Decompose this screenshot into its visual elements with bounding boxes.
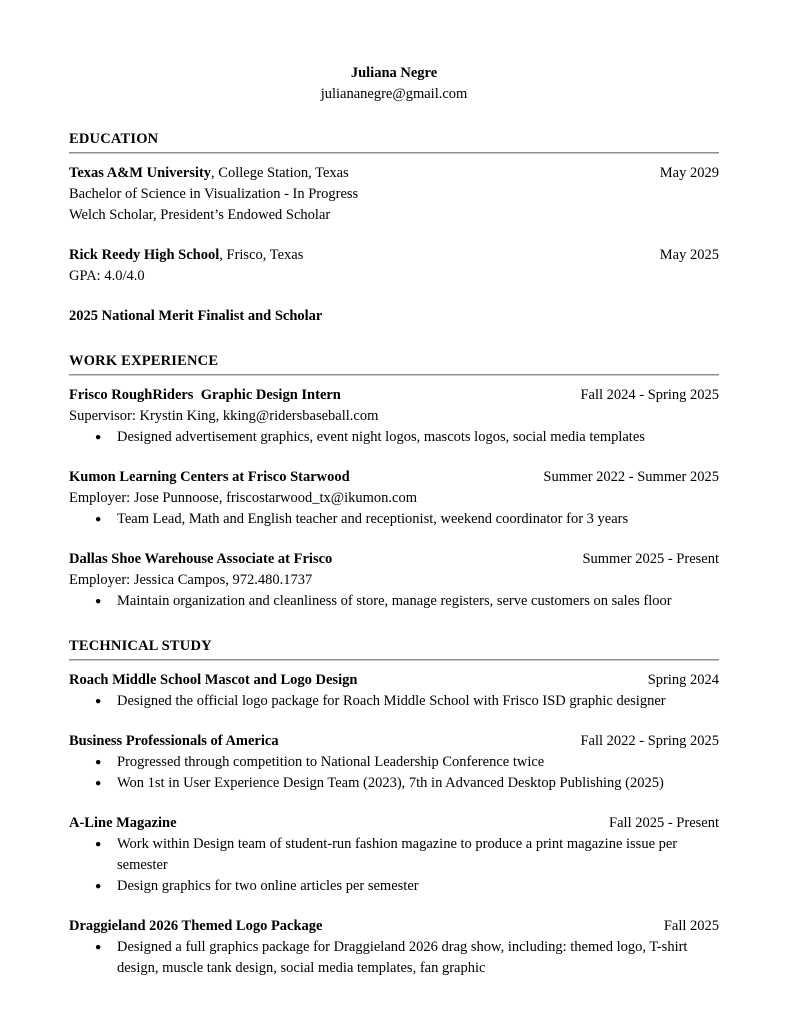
entry-date: May 2025	[659, 247, 719, 263]
work-entry	[69, 467, 719, 530]
section-heading-education: EDUCATION	[69, 131, 159, 147]
technical-entry	[69, 916, 719, 979]
bullet-list	[69, 509, 719, 530]
section-heading-technical: TECHNICAL STUDY	[69, 638, 212, 654]
section-divider	[69, 374, 719, 376]
bullet-item: ● Won 1st in User Experience Design Team (2023), 7th in Advanced Desktop Publishing (2025)	[69, 773, 719, 794]
project-title: Business Professionals of America	[69, 733, 279, 749]
bullet-item: ● Work within Design team of student-run fashion magazine to produce a print magazine issue per semester	[69, 834, 719, 876]
entry-date: Fall 2025 - Present	[609, 815, 719, 831]
gpa-line: GPA: 4.0/4.0	[69, 268, 145, 284]
entry-date: May 2029	[659, 165, 719, 181]
entry-title	[69, 163, 349, 184]
bullet-list	[69, 427, 719, 448]
entry-date: Fall 2022 - Spring 2025	[580, 733, 719, 749]
bullet-item: ● Progressed through competition to National Leadership Conference twice	[69, 752, 719, 773]
section-technical-study	[69, 636, 719, 979]
bullet-list	[69, 752, 719, 794]
project-title: A-Line Magazine	[69, 815, 177, 831]
bullet-item: ● Team Lead, Math and English teacher and receptionist, weekend coordinator for 3 years	[69, 509, 719, 530]
technical-entry	[69, 731, 719, 794]
supervisor-line: Supervisor: Krystin King, kking@ridersbaseball.com	[69, 408, 379, 424]
bullet-list	[69, 691, 719, 712]
technical-entry	[69, 670, 719, 712]
section-education	[69, 129, 719, 327]
section-divider	[69, 659, 719, 661]
entry-date: Fall 2024 - Spring 2025	[580, 387, 719, 403]
employer-line: Employer: Jose Punnoose, friscostarwood_tx@ikumon.com	[69, 490, 418, 506]
org-location: , College Station, Texas	[211, 165, 349, 181]
merit-award-line: 2025 National Merit Finalist and Scholar	[69, 308, 323, 324]
bullet-item: ● Designed the official logo package for Roach Middle School with Frisco ISD graphic designer	[69, 691, 719, 712]
entry-date: Summer 2025 - Present	[582, 551, 719, 567]
email-address: juliananegre@gmail.com	[320, 86, 468, 102]
entry-date: Summer 2022 - Summer 2025	[543, 469, 719, 485]
org-name: Rick Reedy High School	[69, 247, 220, 263]
bullet-list	[69, 937, 719, 979]
education-entry-college	[69, 163, 719, 226]
project-title: Roach Middle School Mascot and Logo Design	[69, 672, 358, 688]
job-title: Dallas Shoe Warehouse Associate at Frisco	[69, 551, 333, 567]
bullet-item: ● Design graphics for two online articles per semester	[69, 876, 719, 897]
bullet-list	[69, 591, 719, 612]
project-title: Draggieland 2026 Themed Logo Package	[69, 918, 323, 934]
technical-entry	[69, 813, 719, 897]
bullet-item: ● Designed advertisement graphics, event night logos, mascots logos, social media templates	[69, 427, 719, 448]
section-work-experience	[69, 351, 719, 612]
work-entry	[69, 385, 719, 448]
entry-date: Spring 2024	[647, 672, 719, 688]
section-heading-work: WORK EXPERIENCE	[69, 353, 219, 369]
bullet-item: ● Designed a full graphics package for Draggieland 2026 drag show, including: themed logo, T-shirt design, muscle tank design, social media templates, fan graphic	[69, 937, 719, 979]
job-title: Kumon Learning Centers at Frisco Starwood	[69, 469, 350, 485]
work-entry	[69, 549, 719, 612]
degree-line: Bachelor of Science in Visualization - In Progress	[69, 186, 359, 202]
person-name: Juliana Negre	[350, 65, 438, 81]
bullet-list	[69, 834, 719, 897]
job-title: Frisco RoughRiders Graphic Design Intern	[69, 387, 341, 403]
scholarship-line: Welch Scholar, President’s Endowed Scholar	[69, 207, 331, 223]
bullet-item: ● Maintain organization and cleanliness of store, manage registers, serve customers on sales floor	[69, 591, 719, 612]
education-entry-highschool	[69, 245, 719, 287]
entry-date: Fall 2025	[663, 918, 719, 934]
entry-title	[69, 245, 303, 266]
section-divider	[69, 152, 719, 154]
org-name: Texas A&M University	[69, 165, 212, 181]
employer-line: Employer: Jessica Campos, 972.480.1737	[69, 572, 313, 588]
org-location: , Frisco, Texas	[219, 247, 304, 263]
